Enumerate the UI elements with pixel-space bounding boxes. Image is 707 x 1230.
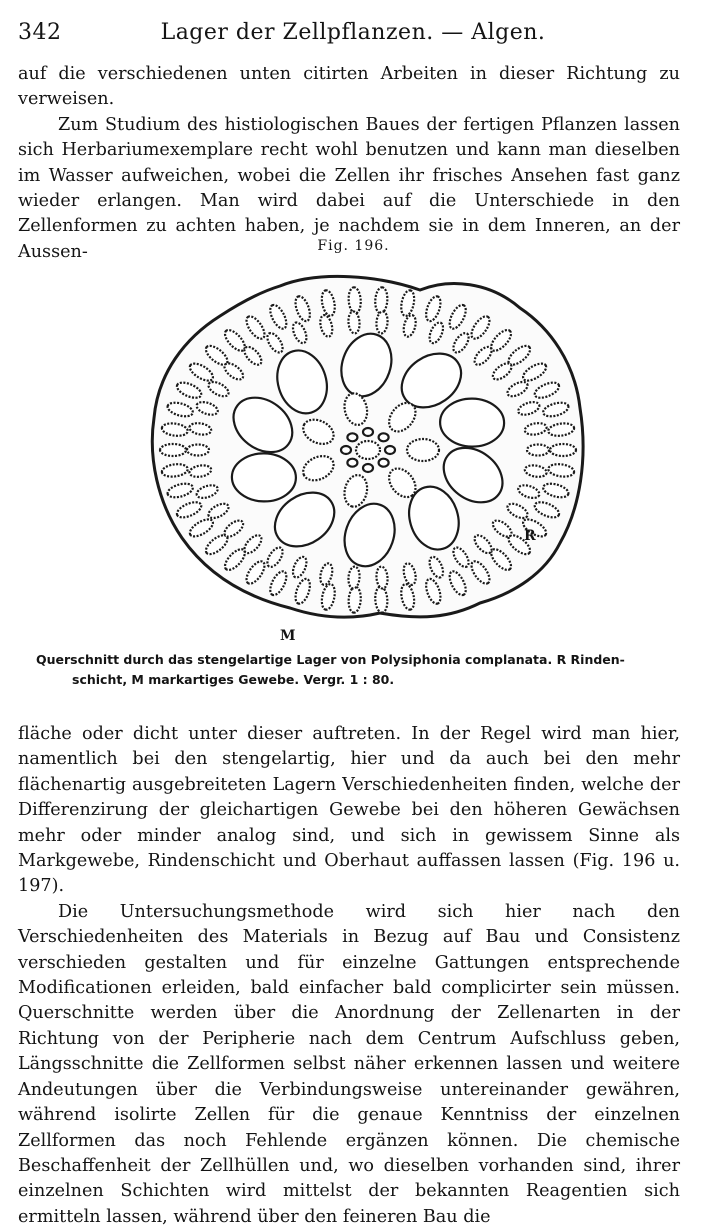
cortex-cell <box>527 445 549 456</box>
cortex-cell <box>550 444 576 456</box>
caption-line-2: schicht, M markartiges Gewebe. Vergr. 1 : 80. <box>72 672 395 687</box>
central-cell <box>385 446 395 454</box>
body-text-bottom <box>18 722 680 1230</box>
central-cell <box>341 446 351 454</box>
cross-section-illustration <box>130 268 600 648</box>
page-number: 342 <box>18 20 62 45</box>
inner-cell <box>407 439 439 461</box>
body-text-top <box>18 62 680 265</box>
cortex-cell <box>160 444 186 456</box>
central-cell <box>347 459 357 467</box>
central-cell <box>356 441 380 459</box>
central-cell <box>347 433 357 441</box>
figure-caption <box>36 650 666 690</box>
figure-label: Fig. 196. <box>317 238 390 254</box>
label-m-medulla: M <box>280 628 296 644</box>
paragraph: auf die verschiedenen unten citirten Arbeiten in dieser Richtung zu verweisen. <box>18 64 680 110</box>
caption-line-1: Querschnitt durch das stengelartige Lager von Polysiphonia complanata. R Rinden- <box>36 652 625 667</box>
central-cell <box>363 464 373 472</box>
paragraph: Die Untersuchungsmethode wird sich hier nach den Verschiedenheiten des Materials in Bezug auf Bau und Consistenz verschieden gestalten und für einzelne Gattungen entsprechende Modificationen erleiden, bald einfacher bald complicirter sein müssen. Querschnitte werden über die Anordnung der Zellenarten in der Richtung von der Peripherie nach dem Centrum Aufschluss geben, Längsschnitte die Zellformen selbst näher erkennen lassen und weitere Andeutungen über die Verbindungsweise untereinander gewähren, während isolirte Zellen für die genaue Kenntniss der einzelnen Zellformen das noch Fehlende ergänzen können. Die chemische Beschaffenheit der Zellhüllen und, wo dieselben vorhanden sind, ihrer einzelnen Schichten wird mittelst der bekannten Reagentien sich ermitteln lassen, während über den feineren Bau die <box>18 901 680 1227</box>
running-title: Lager der Zellpflanzen. — Algen. <box>160 20 546 45</box>
medulla-cell <box>231 453 296 502</box>
medulla-cell <box>440 398 505 447</box>
paragraph: fläche oder dicht unter dieser auftreten. In der Regel wird man hier, namentlich bei den stengelartig, hier und da auch bei den mehr flächenartig ausgebreiteten Lagern Verschiedenheiten finden, welche der Differenzirung der gleichartigen Gewebe bei den höheren Gewächsen mehr oder minder analog sind, und sich in gewissem Sinne als Markgewebe, Rindenschicht und Oberhaut auffassen lassen (Fig. 196 u. 197). <box>18 724 680 897</box>
central-cell <box>363 428 373 436</box>
cortex-cell <box>187 445 209 456</box>
label-r-cortex: R <box>524 528 536 544</box>
figure-cross-section <box>130 268 600 648</box>
paragraph: Zum Studium des histiologischen Baues der fertigen Pflanzen lassen sich Herbariumexemplare recht wohl benutzen und kann man dieselben im Wasser aufweichen, wobei die Zellen ihr frisches Ansehen fast ganz wieder erlangen. Man wird dabei auf die Unterschiede in den Zellenformen zu achten haben, je nachdem sie in dem Inneren, an der Aussen- <box>18 114 680 262</box>
central-cell <box>379 433 389 441</box>
central-cell <box>379 459 389 467</box>
running-header <box>18 20 688 52</box>
